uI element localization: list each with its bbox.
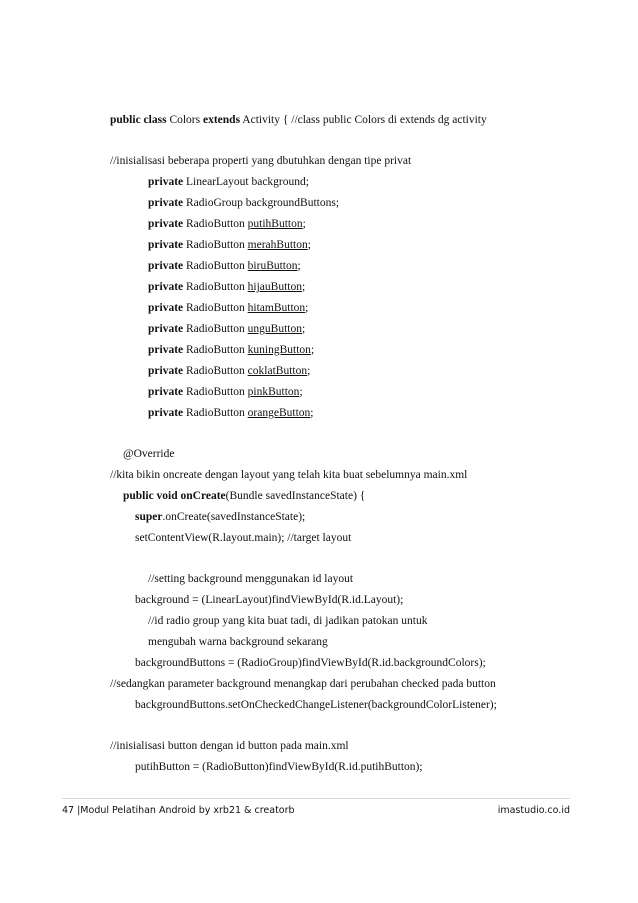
code-line-setcontentview: setContentView(R.layout.main); //target layout — [135, 532, 352, 544]
code-line-field-kuningbutton: private RadioButton kuningButton; — [148, 344, 315, 356]
code-line-field-coklatbutton: private RadioButton coklatButton; — [148, 365, 311, 377]
code-line-super-oncreate: super.onCreate(savedInstanceState); — [135, 511, 306, 523]
code-annotation-override: @Override — [123, 448, 175, 460]
footer-divider — [62, 798, 570, 799]
code-line-putihbutton-assign: putihButton = (RadioButton)findViewById(R.id.putihButton); — [135, 761, 423, 773]
code-line-field-pinkbutton: private RadioButton pinkButton; — [148, 386, 303, 398]
footer-site: imastudio.co.id — [497, 805, 570, 816]
code-line-field-hitambutton: private RadioButton hitamButton; — [148, 302, 309, 314]
code-line-class-declaration: public class Colors extends Activity { //class public Colors di extends dg activity — [110, 114, 487, 126]
code-comment-oncreate: //kita bikin oncreate dengan layout yang telah kita buat sebelumnya main.xml — [110, 469, 468, 481]
code-line-field-birubutton: private RadioButton biruButton; — [148, 260, 301, 272]
code-comment-parameter-background: //sedangkan parameter background menangkap dari perubahan checked pada button — [110, 678, 496, 690]
code-line-background-assign: background = (LinearLayout)findViewById(R.id.Layout); — [135, 594, 404, 606]
code-line-field-ungubutton: private RadioButton unguButton; — [148, 323, 306, 335]
code-comment-setting-background: //setting background menggunakan id layout — [148, 573, 354, 585]
code-line-set-listener: backgroundButtons.setOnCheckedChangeListener(backgroundColorListener); — [135, 699, 497, 711]
code-line-field-background: private LinearLayout background; — [148, 176, 309, 188]
code-comment-radio-group-cont: mengubah warna background sekarang — [148, 636, 328, 648]
code-line-field-putihbutton: private RadioButton putihButton; — [148, 218, 306, 230]
code-line-field-orangebutton: private RadioButton orangeButton; — [148, 407, 314, 419]
code-line-field-backgroundbuttons: private RadioGroup backgroundButtons; — [148, 197, 340, 209]
code-comment-radio-group: //id radio group yang kita buat tadi, di jadikan patokan untuk — [148, 615, 428, 627]
code-line-field-hijaubutton: private RadioButton hijauButton; — [148, 281, 306, 293]
code-line-backgroundbuttons-assign: backgroundButtons = (RadioGroup)findViewById(R.id.backgroundColors); — [135, 657, 486, 669]
footer-page-info: 47 |Modul Pelatihan Android by xrb21 & creatorb — [62, 805, 295, 816]
code-line-field-merahbutton: private RadioButton merahButton; — [148, 239, 311, 251]
code-line-oncreate-signature: public void onCreate(Bundle savedInstanceState) { — [123, 490, 366, 502]
code-comment-inisialisasi-button: //inisialisasi button dengan id button pada main.xml — [110, 740, 349, 752]
code-comment-inisialisasi-properti: //inisialisasi beberapa properti yang dbutuhkan dengan tipe privat — [110, 155, 412, 167]
